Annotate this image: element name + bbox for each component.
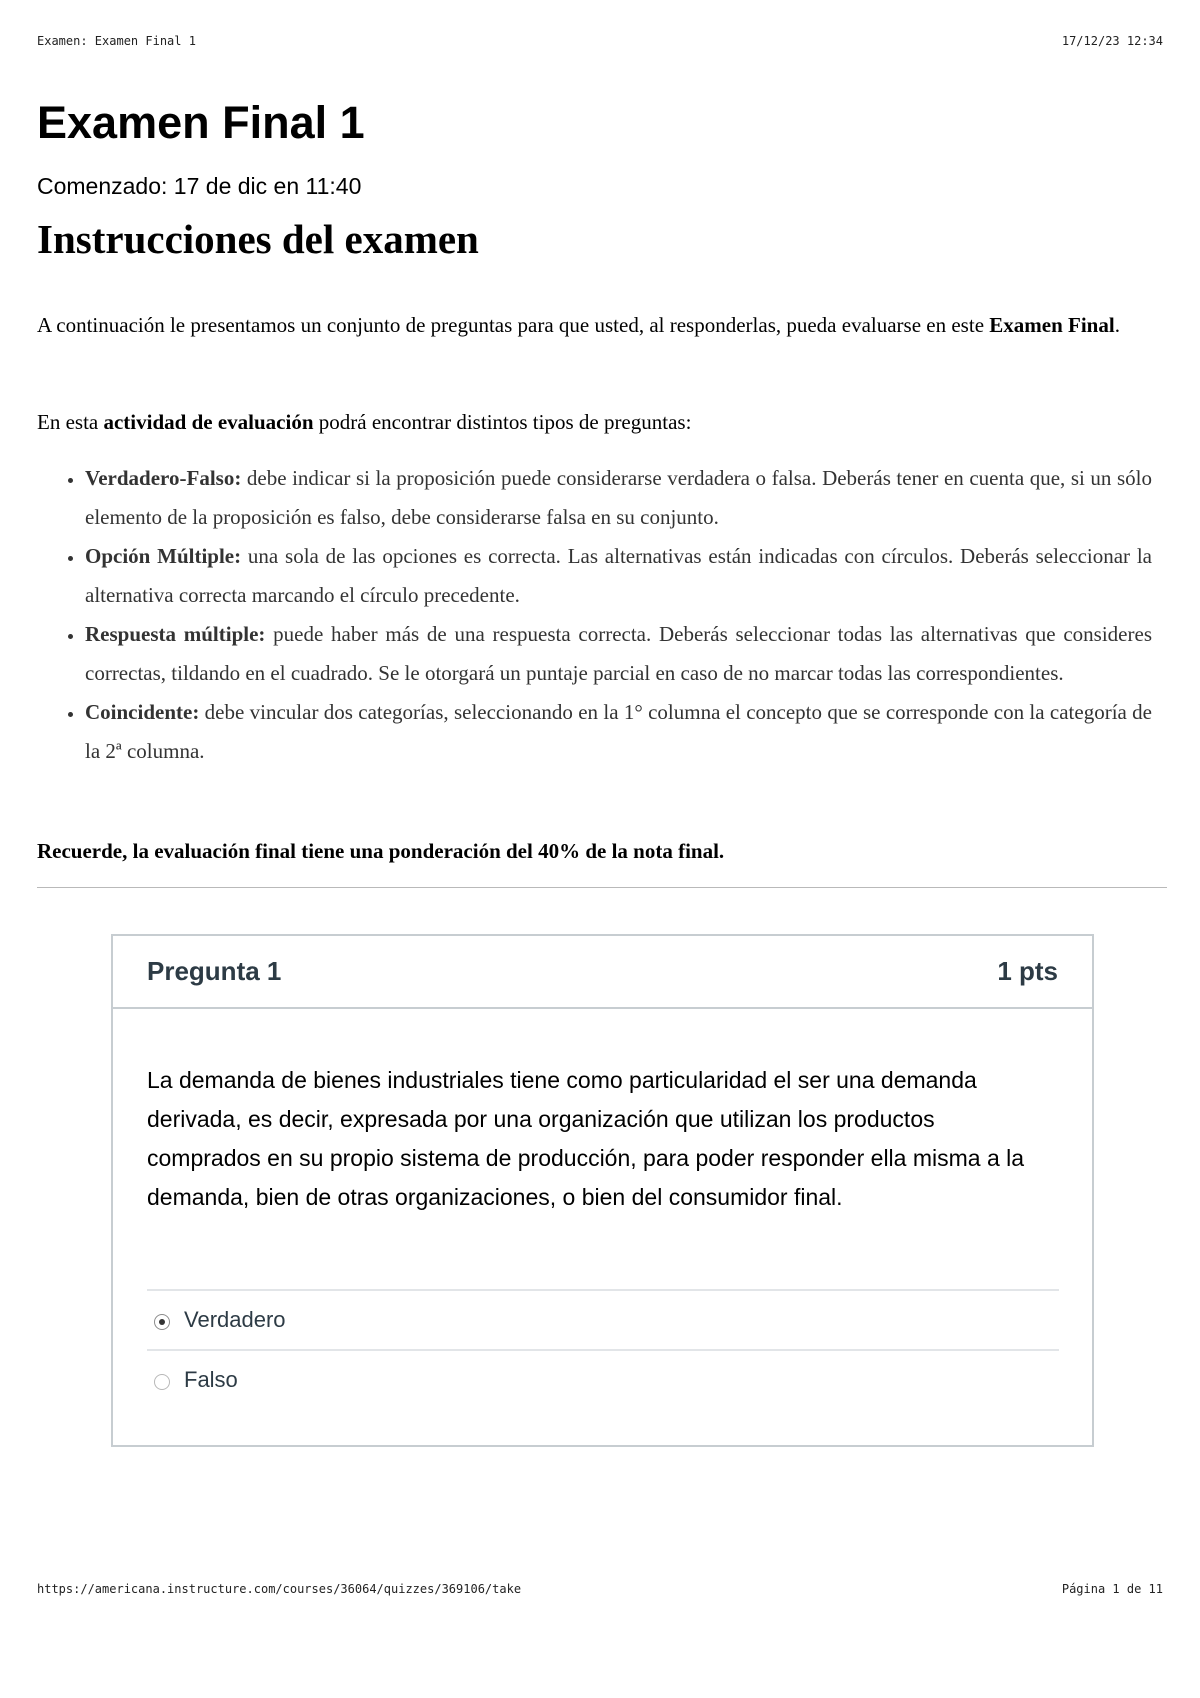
types-bold: actividad de evaluación <box>103 410 314 434</box>
radio-checked-icon[interactable] <box>154 1314 170 1330</box>
answer-label: Falso <box>184 1367 238 1392</box>
print-footer <box>37 1582 1163 1596</box>
type-description: una sola de las opciones es correcta. Las alternativas están indicadas con círculos. Deberás seleccionar la alternativa correcta marcando el círculo precedente. <box>85 544 1152 607</box>
section-divider <box>37 887 1167 888</box>
instructions-intro <box>37 306 1167 345</box>
answer-label: Verdadero <box>184 1307 286 1332</box>
types-suffix: podrá encontrar distintos tipos de preguntas: <box>313 410 692 434</box>
answer-list <box>147 1289 1059 1409</box>
print-url: https://americana.instructure.com/courses/36064/quizzes/369106/take <box>37 1582 522 1596</box>
list-item <box>85 615 1152 693</box>
print-page-number: Página 1 de 11 <box>1061 1582 1163 1596</box>
question-text: La demanda de bienes industriales tiene como particularidad el ser una demanda derivada, es decir, expresada por una organización que utilizan los productos comprados en su propio sistema de producción, para poder responder ella misma a la demanda, bien de otras organizaciones, o bien del consumidor final. <box>147 1067 1025 1210</box>
type-name: Verdadero-Falso: <box>85 466 242 490</box>
types-prefix: En esta <box>37 410 104 434</box>
list-item <box>85 537 1152 615</box>
answer-option-falso[interactable] <box>147 1349 1059 1409</box>
type-description: debe vincular dos categorías, seleccionando en la 1° columna el concepto que se corresponde con la categoría de la 2ª columna. <box>85 700 1152 763</box>
answer-option-verdadero[interactable] <box>147 1289 1059 1349</box>
question-card <box>111 934 1094 1447</box>
list-item <box>85 459 1152 537</box>
quiz-title: Examen Final 1 <box>37 97 365 148</box>
instructions-heading: Instrucciones del examen <box>37 216 479 262</box>
type-name: Coincidente: <box>85 700 200 724</box>
quiz-started-date: Comenzado: 17 de dic en 11:40 <box>37 173 362 199</box>
grade-weight-reminder: Recuerde, la evaluación final tiene una ponderación del 40% de la nota final. <box>37 839 725 863</box>
question-types-list <box>37 459 1152 771</box>
print-datetime: 17/12/23 12:34 <box>1061 34 1163 48</box>
type-description: debe indicar si la proposición puede considerarse verdadera o falsa. Deberás tener en cuenta que, si un sólo elemento de la proposición es falso, debe considerarse falsa en su conjunto. <box>85 466 1152 529</box>
question-points: 1 pts <box>997 956 1058 986</box>
list-item <box>85 693 1152 771</box>
print-page-title: Examen: Examen Final 1 <box>37 34 196 48</box>
instructions-types-intro <box>37 403 1167 442</box>
intro-bold: Examen Final <box>989 313 1115 337</box>
radio-dot <box>159 1319 165 1325</box>
print-header <box>37 34 1163 48</box>
radio-unchecked-icon[interactable] <box>154 1374 170 1390</box>
question-title: Pregunta 1 <box>147 956 282 986</box>
type-name: Respuesta múltiple: <box>85 622 266 646</box>
type-description: puede haber más de una respuesta correcta. Deberás seleccionar todas las alternativas que consideres correctas, tildando en el cuadrado. Se le otorgará un puntaje parcial en caso de no marcar todas las correspondientes. <box>85 622 1152 685</box>
intro-text: A continuación le presentamos un conjunto de preguntas para que usted, al responderlas, pueda evaluarse en este <box>37 313 990 337</box>
type-name: Opción Múltiple: <box>85 544 242 568</box>
intro-end: . <box>1114 313 1120 337</box>
question-header <box>113 936 1092 1009</box>
